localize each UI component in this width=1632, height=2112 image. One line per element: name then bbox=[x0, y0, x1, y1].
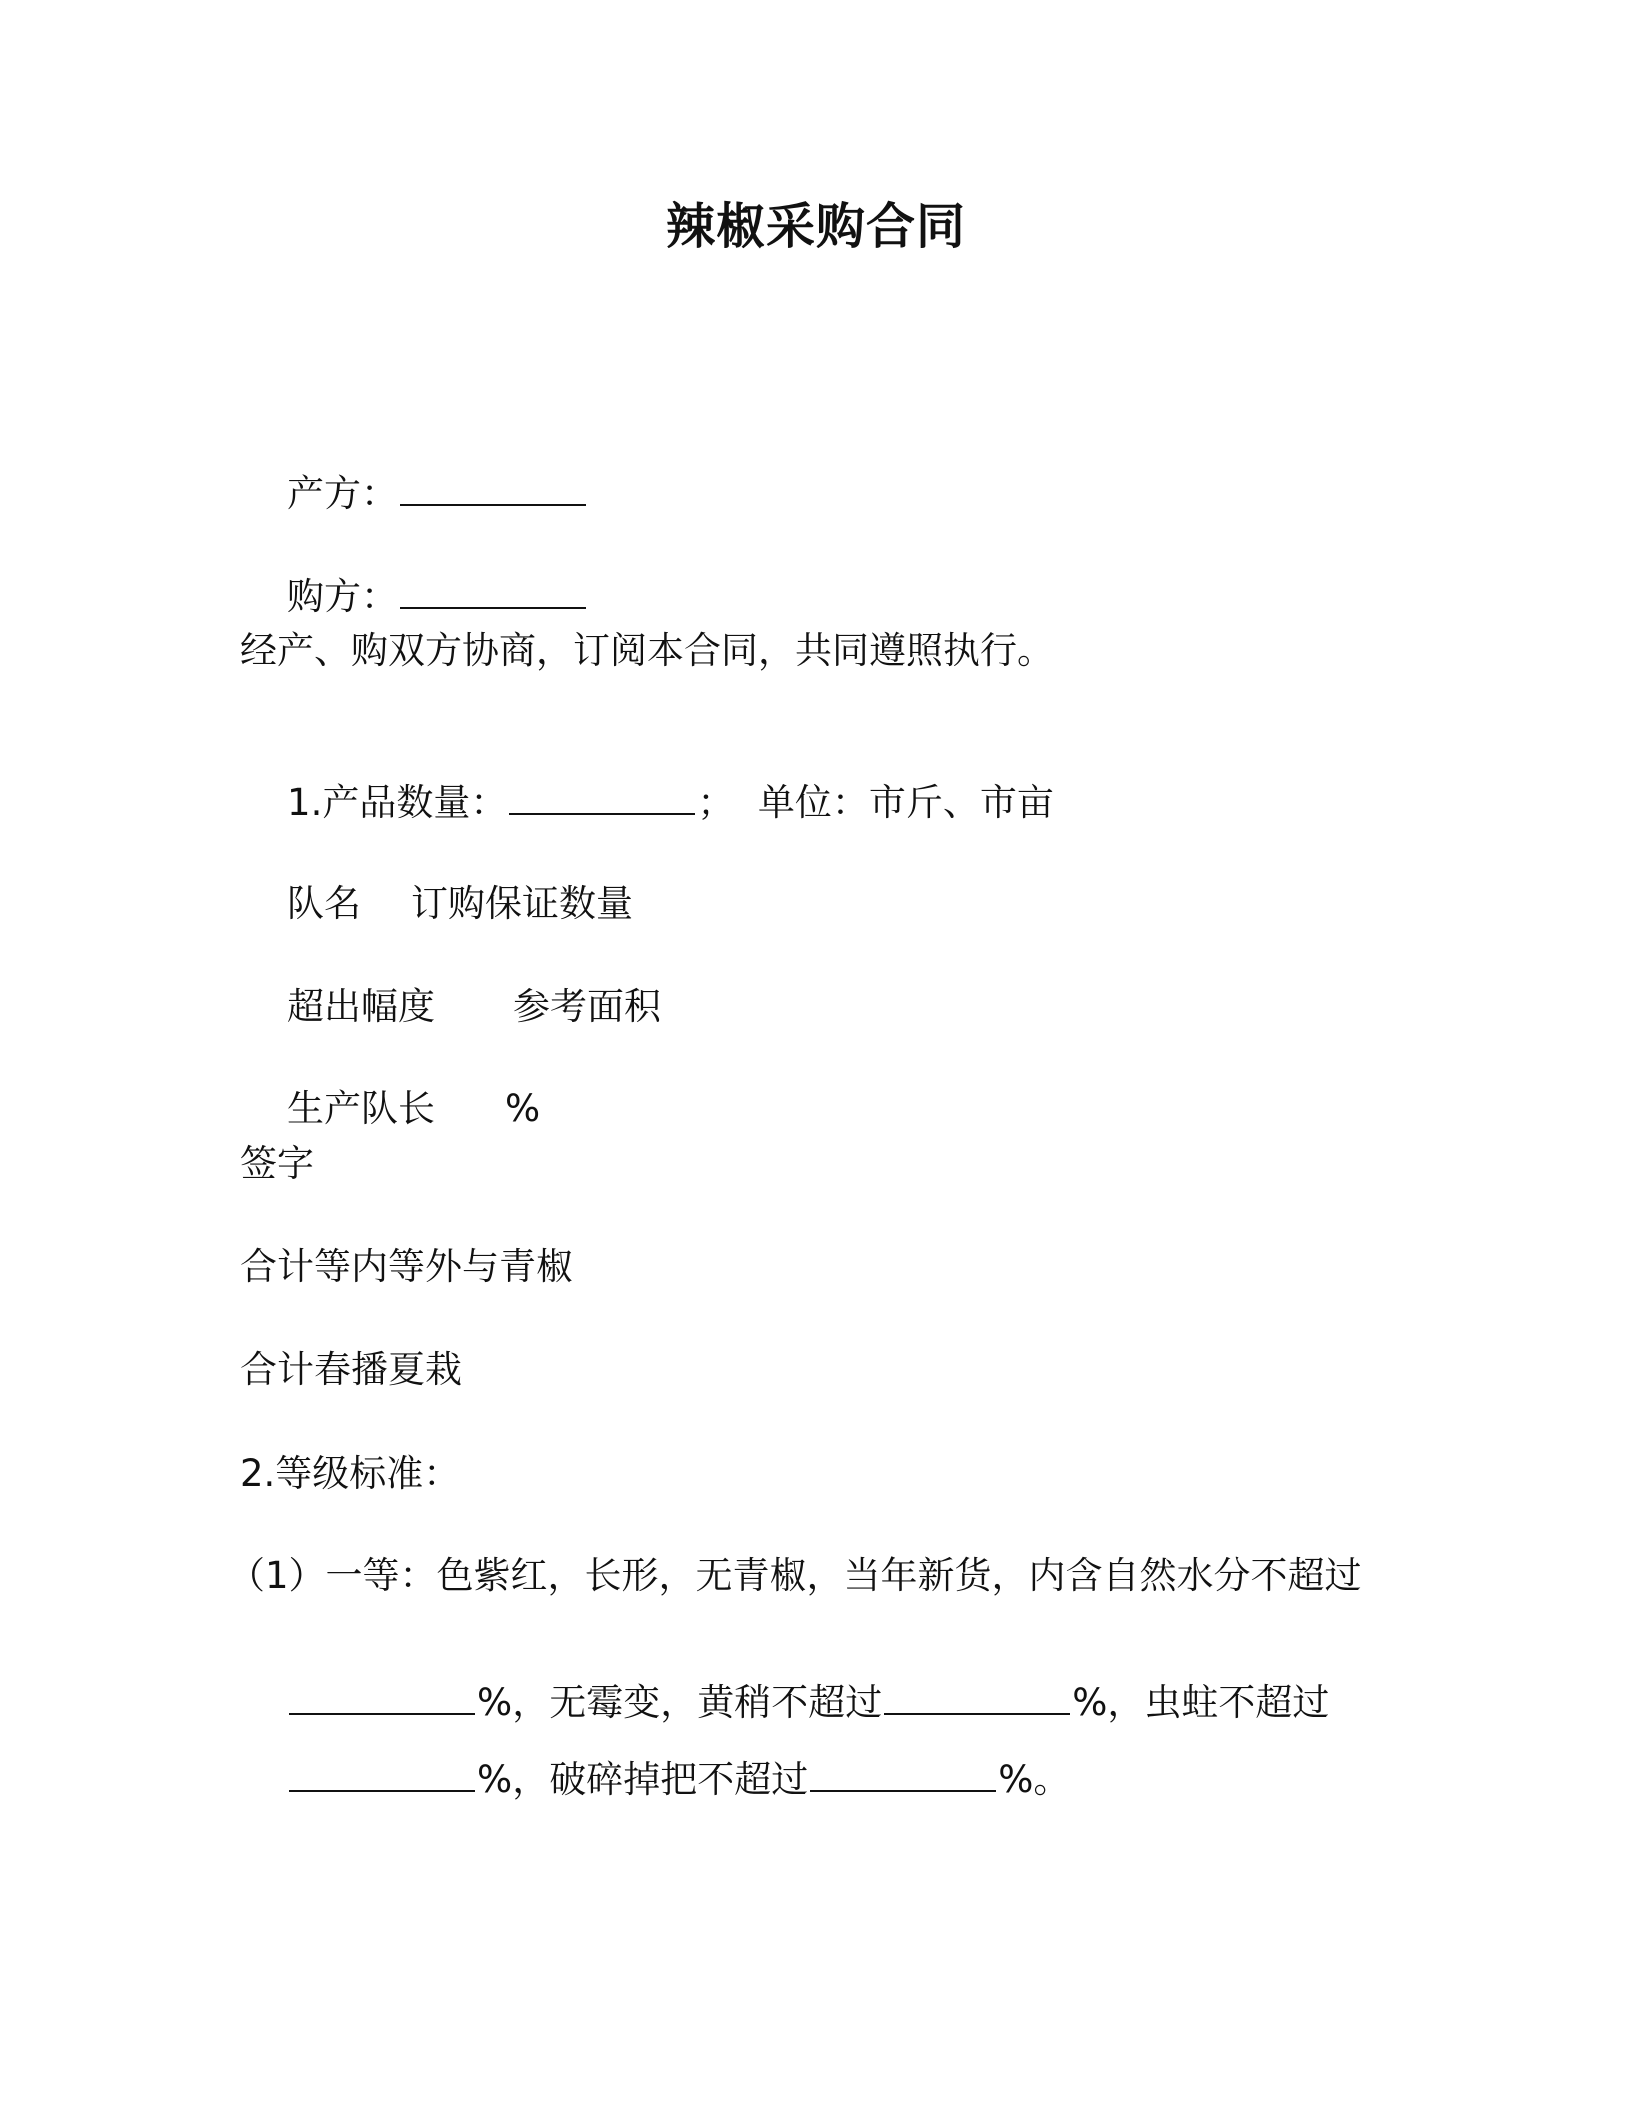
signature-label: 签字 bbox=[240, 1142, 314, 1185]
reference-area-label: 参考面积 bbox=[513, 985, 662, 1028]
item2-heading: 2.等级标准： bbox=[240, 1452, 461, 1495]
intro-paragraph: 经产、购双方协商，订阅本合同，共同遵照执行。 bbox=[240, 629, 1054, 672]
percent-label: % bbox=[505, 1087, 541, 1130]
seller-label: 产方： bbox=[287, 472, 399, 515]
team-leader-label: 生产队长 bbox=[287, 1087, 436, 1130]
item1-prefix: 1.产品数量： bbox=[287, 781, 508, 824]
team-name-label: 队名 bbox=[287, 882, 362, 925]
grade1-line2-part1: %，无霉变，黄稍不超过 bbox=[477, 1681, 883, 1724]
total-grades-line: 合计等内等外与青椒 bbox=[240, 1245, 573, 1288]
buyer-label: 购方： bbox=[287, 575, 399, 618]
quantity-blank bbox=[509, 777, 695, 815]
guaranteed-quantity-label: 订购保证数量 bbox=[411, 882, 634, 925]
grade1-line3-part1: %，破碎掉把不超过 bbox=[477, 1758, 809, 1801]
insect-damage-blank bbox=[289, 1754, 475, 1792]
seller-blank bbox=[400, 468, 586, 506]
item1-suffix: ； 单位：市斤、市亩 bbox=[697, 781, 1054, 824]
broken-stem-blank bbox=[810, 1754, 996, 1792]
document-title: 辣椒采购合同 bbox=[665, 198, 966, 255]
exceed-range-label: 超出幅度 bbox=[287, 985, 436, 1028]
grade1-line1: （1）一等：色紫红，长形，无青椒，当年新货，内含自然水分不超过 bbox=[228, 1554, 1362, 1597]
grade1-line2-part2: %，虫蛀不超过 bbox=[1072, 1681, 1330, 1724]
buyer-blank bbox=[400, 571, 586, 609]
total-planting-line: 合计春播夏栽 bbox=[240, 1348, 462, 1391]
grade1-line3-part2: %。 bbox=[998, 1758, 1071, 1801]
grade1-line3 bbox=[240, 1706, 1070, 1852]
